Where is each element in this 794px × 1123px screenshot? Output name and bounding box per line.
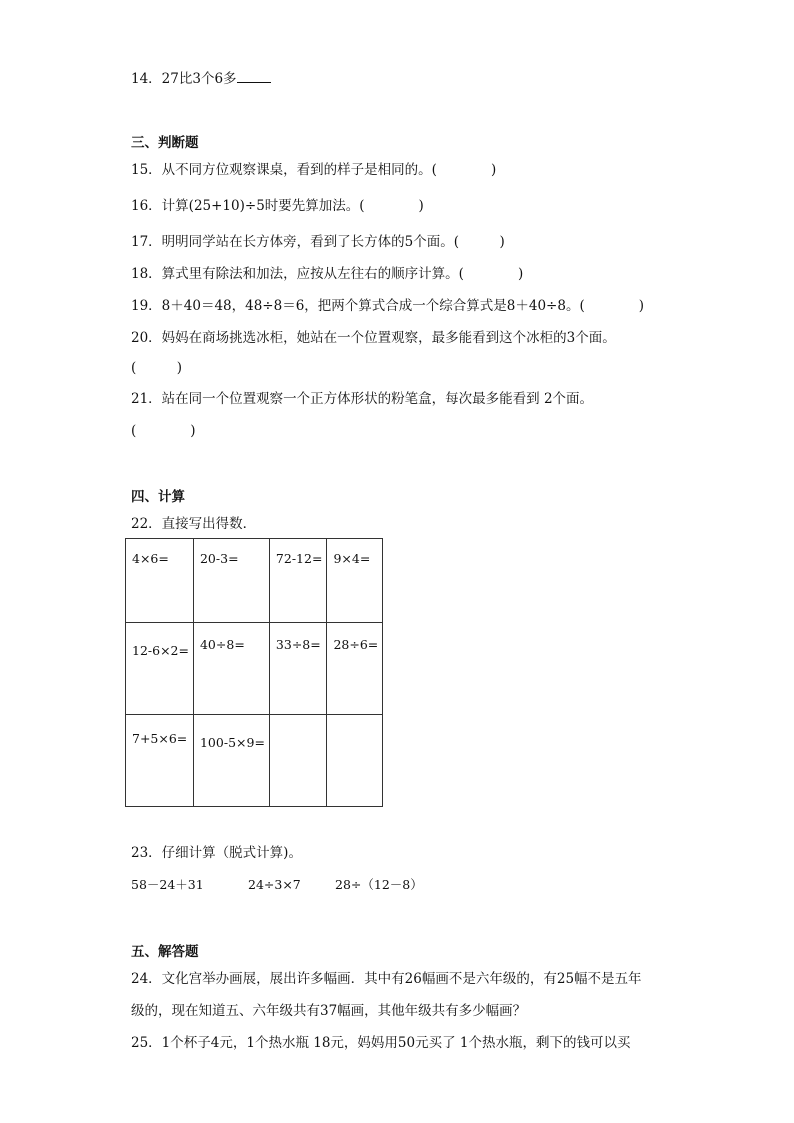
table-cell[interactable]: 12-6×2=: [126, 623, 194, 715]
question-14-text: 14．27比3个6多: [131, 71, 237, 87]
question-15: 15．从不同方位观察课桌，看到的样子是相同的。( ): [131, 162, 497, 178]
table-row: [126, 539, 383, 623]
question-16: 16．计算(25+10)÷5时要先算加法。( ): [131, 198, 424, 214]
expr-2: 24÷3×7: [248, 877, 301, 892]
question-24-line2: 级的，现在知道五、六年级共有37幅画，其他年级共有多少幅画？: [131, 1003, 527, 1019]
question-14: [131, 68, 271, 88]
table-cell[interactable]: 72-12=: [269, 539, 327, 623]
question-23-exprs: [131, 876, 423, 894]
question-21: 21．站在同一个位置观察一个正方体形状的粉笔盒，每次最多能看到 2个面。: [131, 391, 594, 407]
table-cell[interactable]: 40÷8=: [193, 623, 269, 715]
expr-3: 28÷（12－8）: [335, 877, 423, 892]
expr-1: 58－24＋31: [131, 877, 204, 892]
section-title-calc: 四、计算: [131, 489, 185, 505]
table-row: [126, 623, 383, 715]
section-title-judge: 三、判断题: [131, 135, 199, 151]
table-cell[interactable]: [269, 715, 327, 807]
question-19: 19．8＋40＝48，48÷8＝6，把两个算式合成一个综合算式是8＋40÷8。( ): [131, 298, 644, 314]
question-20-answer-paren[interactable]: ( ): [131, 360, 183, 376]
question-22: 22．直接写出得数．: [131, 516, 257, 532]
oral-calc-table: [125, 538, 383, 807]
answer-blank[interactable]: [237, 68, 271, 83]
question-18: 18．算式里有除法和加法，应按从左往右的顺序计算。( ): [131, 266, 524, 282]
section-title-solve: 五、解答题: [131, 944, 199, 960]
table-cell[interactable]: 20-3=: [193, 539, 269, 623]
table-cell[interactable]: 100-5×9=: [193, 715, 269, 807]
question-20: 20．妈妈在商场挑选冰柜，她站在一个位置观察，最多能看到这个冰柜的3个面。: [131, 330, 616, 346]
question-25-line1: 25．1个杯子4元，1个热水瓶 18元，妈妈用50元买了 1个热水瓶，剩下的钱可以买: [131, 1035, 631, 1051]
table-cell[interactable]: 7+5×6=: [126, 715, 194, 807]
question-23: 23．仔细计算（脱式计算)。: [131, 845, 302, 861]
question-24-line1: 24．文化宫举办画展，展出许多幅画．其中有26幅画不是六年级的，有25幅不是五年: [131, 971, 642, 987]
table-cell[interactable]: 4×6=: [126, 539, 194, 623]
table-row: [126, 715, 383, 807]
table-cell[interactable]: 28÷6=: [327, 623, 383, 715]
table-cell[interactable]: 9×4=: [327, 539, 383, 623]
table-cell[interactable]: 33÷8=: [269, 623, 327, 715]
question-17: 17．明明同学站在长方体旁，看到了长方体的5个面。( ): [131, 234, 505, 250]
table-cell[interactable]: [327, 715, 383, 807]
question-21-answer-paren[interactable]: ( ): [131, 423, 196, 439]
